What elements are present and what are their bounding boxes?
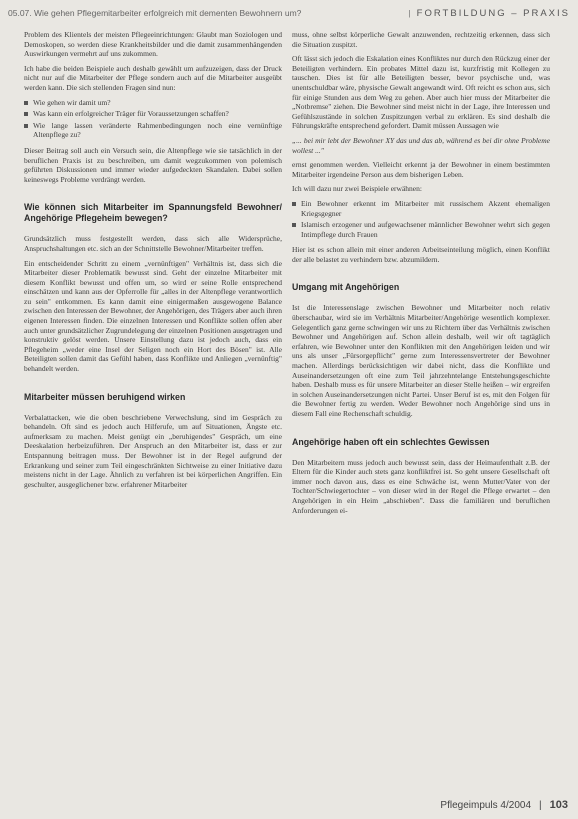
- paragraph: Dieser Beitrag soll auch ein Versuch sein, die Altenpflege wie sie tatsächlich in der beruflichen Praxis ist zu beschreiben, um damit wegzukommen von polemisch geführten Diskussionen und immer wieder aufgedeckten Skandalen. Dabei sollen keineswegs Probleme verdrängt werden.: [24, 145, 282, 184]
- paragraph: Verbalattacken, wie die oben beschriebene Verwechslung, sind im Gespräch zu behandeln. Oft sind es jedoch auch Hilferufe, um auf Situationen, Ängste etc. aufmerksam zu machen. Meist genügt ein „beruhigendes" Gespräch, um eine Deeskalation herbeizuführen. Der Anspruch an den Mitarbeiter ist, dass er zur Entspannung beitragen muss. Der Bewohner ist in der Regel aufgrund der Erkrankung und seiner zum Teil eingeschränkten Sichtweise zu einer Initiative dazu meistens nicht in der Lage. Ähnlich zu verfahren ist bei körperlichen Angriffen. Ein geschulter, ausgeglichener bzw. erfahrener Mitarbeiter: [24, 412, 282, 489]
- subheading: Wie können sich Mitarbeiter im Spannungsfeld Bewohner/ Angehörige Pflegeheim bewegen?: [24, 202, 282, 224]
- paragraph: Ich habe die beiden Beispiele auch deshalb gewählt um aufzuzeigen, dass der Druck nicht nur auf die Mitarbeiter der Pflege sondern auch auf die Mitarbeiter ausgeübt werden kann. Die sich stellenden Fragen sind nun:: [24, 63, 282, 92]
- example-list: [292, 199, 550, 239]
- paragraph: Problem des Klientels der meisten Pflegeeinrichtungen: Glaubt man Soziologen und Demoskopen, so werden diese Krankheitsbilder und die damit zusammenhängenden Auswirkungen vermehrt auf uns zukommen.: [24, 30, 282, 59]
- page-footer: [440, 799, 568, 811]
- paragraph: Den Mitarbeitern muss jedoch auch bewusst sein, dass der Heimaufenthalt z.B. der Eltern für die Kinder auch stets ganz konfliktfrei ist. So geht unsere Gesellschaft oft immer noch davon aus, dass es eine Schwäche ist, wenn Mutter/Vater von der Tochter/Schwiegertochter – von dieser wird in der Regel die Pflege erwartet – den Angehörigen in ein Heim „abschieben". Dass die familiären und beruflichen Anforderungen ei-: [292, 457, 550, 515]
- section-label: FORTBILDUNG – PRAXIS: [416, 7, 570, 19]
- footer-separator: |: [539, 799, 542, 811]
- list-item: Wie lange lassen veränderte Rahmenbedingungen noch eine vernünftige Altenpflege zu?: [24, 121, 282, 140]
- paragraph: ernst genommen werden. Vielleicht erkennt ja der Bewohner in einem bestimmten Mitarbeiter irgendeine Person aus dem bisherigen Leben.: [292, 160, 550, 179]
- paragraph: Hier ist es schon allein mit einer anderen Arbeitseinteilung möglich, einen Konflikt der alle belastet zu verhindern bzw. abzumildern.: [292, 245, 550, 264]
- left-column: [24, 30, 282, 785]
- list-item: Ein Bewohner erkennt im Mitarbeiter mit russischem Akzent ehemaligen Kriegsgegner: [292, 199, 550, 218]
- header-separator: |: [408, 8, 411, 18]
- paragraph: Grundsätzlich muss festgestellt werden, dass sich alle Widersprüche, Anspruchshaltungen etc. sich an der Schnittstelle Bewohner/Mitarbeiter treffen.: [24, 234, 282, 253]
- subheading: Umgang mit Angehörigen: [292, 282, 400, 293]
- running-header: [8, 6, 570, 20]
- right-column: [292, 30, 550, 785]
- quote: „... bei mir lebt der Bewohner XY das und das ab, während es bei dir ohne Probleme wollest ...": [292, 135, 550, 155]
- list-item: Was kann ein erfolgreicher Träger für Voraussetzungen schaffen?: [24, 109, 282, 119]
- paragraph: muss, ohne selbst körperliche Gewalt anzuwenden, rechtzeitig erkennen, dass sich die Situation zuspitzt.: [292, 30, 550, 49]
- paragraph: Ein entscheidender Schritt zu einem „vernünftigen" Verhältnis ist, dass sich die Mitarbeiter dieser Problematik bewusst sind. Geht der einzelne Mitarbeiter mit diesem Konflikt bewusst und offen um, so wird er seine Rolle entsprechend einschätzen und kann aus der Opferrolle für „alles in der Altenpflege verantwortlich zu sein" entkommen. Es kann damit eine einigermaßen ausgewogene Balance zwischen den Interessen der Bewohner, der Angehörigen, des Trägers aber auch ihren eigenen Interessen finden. Die einzelnen Interessen und Konflikte sollen offen aber auch unter grundsätzlicher Zugrundelegung der einzelnen Positionen ausgetragen und konstruktiv gelöst werden. Unsere Einstellung dazu ist jedoch auch, dass ein Pflegeheim „weder eine Insel der Seligen noch ein Hort des Bösen" ist. Alle Beteiligten sollen damit das Gefühl haben, dass Konflikte und Anliegen „vernünftig" behandelt werden.: [24, 258, 282, 374]
- magazine-name: Pflegeimpuls 4/2004: [440, 799, 532, 811]
- paragraph: Oft lässt sich jedoch die Eskalation eines Konfliktes nur durch den Rückzug einer der Beteiligten verhindern. Ein probates Mittel dazu ist, kurzfristig mit Kollegen zu tauschen. Dies ist für alle Beteiligten besser, bevor psychische und, was unentschuldbar wäre, physische Gewalt angewandt wird. Oft reicht es schon aus, sich für einige Stunden aus dem Weg zu gehen. Aber auch hier muss der Mitarbeiter die „Notbremse" ziehen. Die Bewohner sind meist nicht in der Lage, ihre Interessen und Gefühlszustände in solchen Zuspitzungen verbal zu erklären. Es sind deshalb die Führungskräfte entsprechend gefordert. Damit müssen Aussagen wie: [292, 54, 550, 131]
- page-number: 103: [549, 799, 568, 811]
- running-title: 05.07. Wie gehen Pflegemitarbeiter erfolgreich mit dementen Bewohnern um?: [8, 8, 302, 18]
- paragraph: Ist die Interessenslage zwischen Bewohner und Mitarbeiter noch relativ überschaubar, wird sie im Verhältnis Mitarbeiter/Angehörige wesentlich komplexer. Gelegentlich ganz gerne schwingen wir uns zu Richtern über das Verhältnis zwischen Bewohner und Angehörigen auf. Schon allein deshalb, weil wir oft tagtäglich erfahren, wie Bewohner unter den Konflikten mit den Angehörigen leiden und wir uns als unser „Fürsorgepflicht" gerne zum Interessensvertreter der Bewohner machen. Allerdings berücksichtigen wir dabei nicht, dass die Konflikte und Auseinandersetzungen oft eine zum Teil jahrzehntelange Entstehungsgeschichte haben. Deshalb muss es für unsere Mitarbeiter an dieser Stelle heißen – wir ergreifen in solchen Auseinandersetzungen nicht Partei. Unser Beruf ist es, mit den Folgen für die Bewohner fertig zu werden. Weder Bewohner noch Angehörige sind uns in diesem Fall eine Rechenschaft schuldig.: [292, 303, 550, 418]
- subheading: Mitarbeiter müssen beruhigend wirken: [24, 391, 186, 402]
- question-list: [24, 98, 282, 140]
- list-item: Wie gehen wir damit um?: [24, 98, 282, 108]
- paragraph: Ich will dazu nur zwei Beispiele erwähnen:: [292, 184, 422, 194]
- subheading: Angehörige haben oft ein schlechtes Gewissen: [292, 436, 490, 447]
- list-item: Islamisch erzogener und aufgewachsener männlicher Bewohner wehrt sich gegen Intimpflege durch Frauen: [292, 220, 550, 239]
